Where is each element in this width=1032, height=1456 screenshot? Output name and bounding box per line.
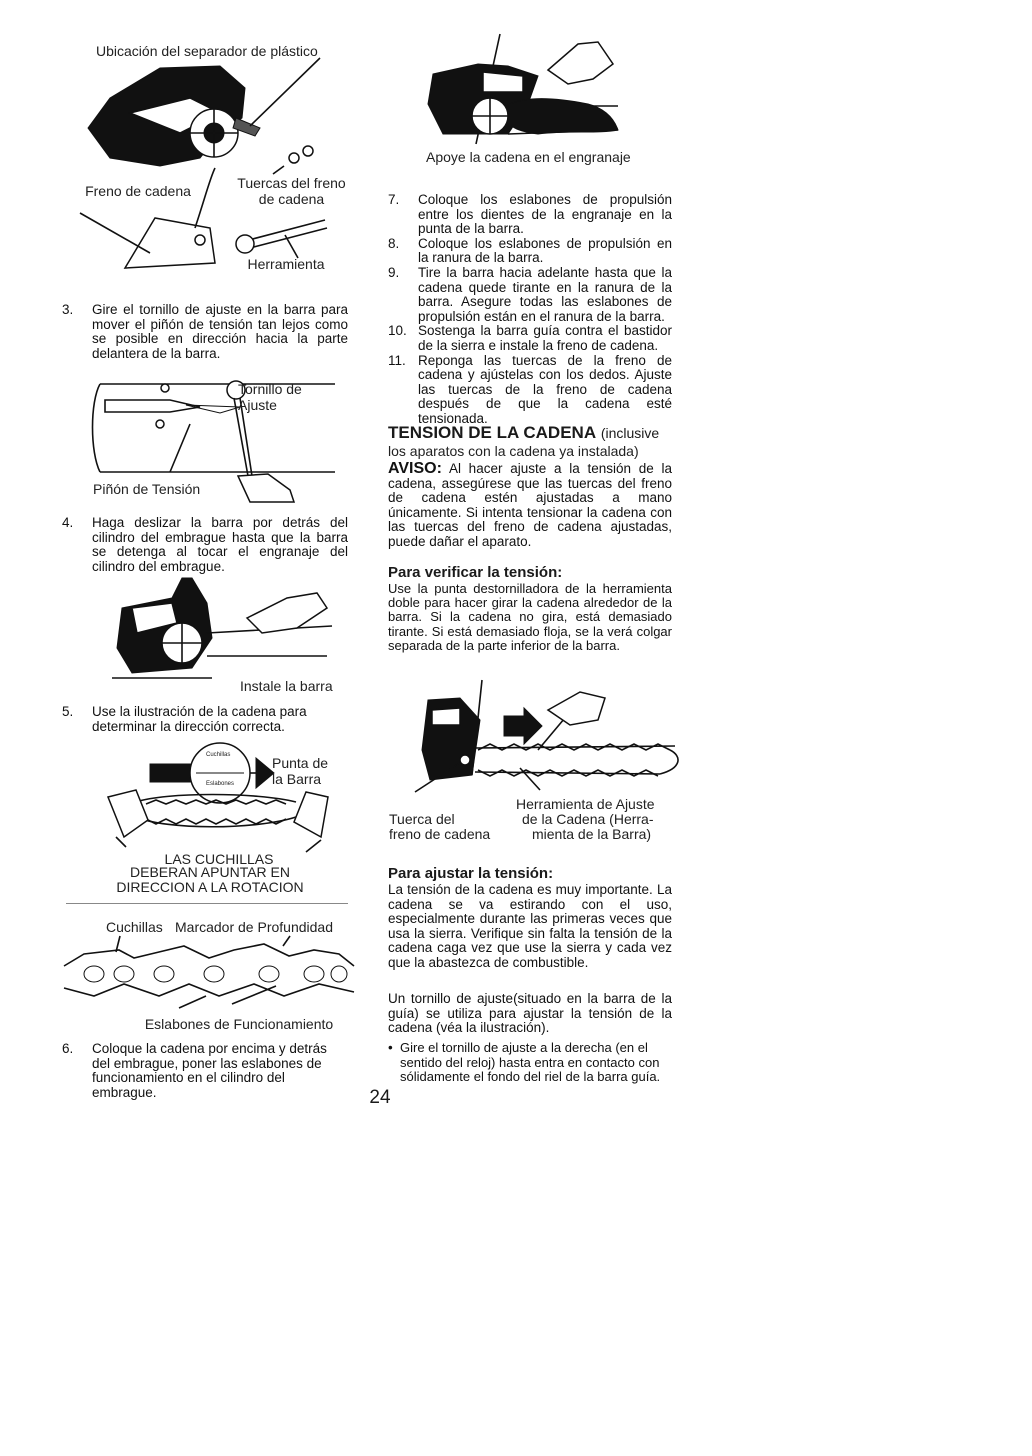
step-11 bbox=[388, 354, 672, 427]
leader-line bbox=[250, 58, 320, 126]
nuts-drawing bbox=[273, 146, 313, 174]
step-text: Reponga las tuercas de la freno de cadena y ajústelas con los dedos. Ajuste las tuercas de la freno de cadena después de que la cadena esté tensionada. bbox=[418, 352, 672, 426]
fig5-label-cuchillas: Cuchillas bbox=[106, 919, 163, 935]
fig1-caption-top: Ubicación del separador de plástico bbox=[96, 43, 318, 59]
step-number: 4. bbox=[62, 515, 74, 530]
step-text: Tire la barra hacia adelante hasta que la cadena quede tirante en la ranura de la barra. Asegure todas las eslabones de propulsión están en el ranura de la barra. bbox=[418, 264, 672, 324]
step-number: 11. bbox=[388, 352, 406, 368]
ajustar-bullet bbox=[388, 1041, 672, 1085]
ajustar-para-2: Un tornillo de ajuste(situado en la barra de la guía) se utiliza para ajustar la tensión de la cadena (véa la ilustración). bbox=[388, 991, 672, 1036]
fig7-label-herramienta-2: de la Cadena (Herra- bbox=[522, 811, 654, 827]
saw-body-drawing bbox=[88, 66, 260, 166]
step-number: 9. bbox=[388, 264, 400, 280]
step-number: 3. bbox=[62, 302, 74, 317]
step-text: Sostenga la barra guía contra el bastidor de la sierra e instale la freno de cadena. bbox=[418, 323, 672, 353]
fig7-label-herramienta-3: mienta de la Barra) bbox=[532, 826, 652, 842]
fig3-caption: Instale la barra bbox=[240, 678, 333, 694]
bullet-text: Gire el tornillo de ajuste a la derecha (en el sentido del reloj) hasta entra en contacto con sólidamente el fondo del riel de la barra guía. bbox=[400, 1040, 661, 1085]
pinion-leader bbox=[170, 424, 190, 472]
divider bbox=[66, 903, 348, 904]
step-number: 7. bbox=[388, 192, 400, 207]
step-text: Gire el tornillo de ajuste en la barra para mover el piñón de tensión tan lejos como se posible en dirección hacia la parte delantera de la barra. bbox=[92, 302, 348, 361]
step-text: Coloque la cadena por encima y detrás del embrague, poner las eslabones de funcionamiento en el cilindro del embrague. bbox=[92, 1041, 327, 1100]
fig3-install-bar-illustration bbox=[112, 578, 342, 683]
page-number: 24 bbox=[369, 1087, 391, 1108]
fig7-label-herramienta-1: Herramienta de Ajuste bbox=[516, 796, 655, 812]
step-6 bbox=[62, 1042, 348, 1100]
step-number: 5. bbox=[62, 704, 74, 719]
tension-heading-line bbox=[388, 424, 674, 442]
fig7-tension-adjust-illustration bbox=[420, 680, 680, 795]
step-9 bbox=[388, 266, 672, 324]
fig1-label-herramienta: Herramienta bbox=[247, 256, 325, 272]
step-8 bbox=[388, 237, 672, 266]
aviso-text: Al hacer ajuste a la tensión de la cadena, assegúrese que las tuercas del freno de cadena estén ajustadas a mano únicamente. Si intenta tensionar la cadena con las tuercas del freno de cadena ajustadas, puede dañar el aparato. bbox=[388, 461, 672, 549]
verificar-heading: Para verificar la tensión: bbox=[388, 564, 563, 581]
step-number: 8. bbox=[388, 235, 400, 251]
bullet-mark: • bbox=[388, 1040, 393, 1055]
steps-7-11 bbox=[388, 193, 672, 427]
fig5-label-eslabones: Eslabones de Funcionamiento bbox=[144, 1016, 334, 1032]
step-10 bbox=[388, 324, 672, 353]
ajustar-para-1: La tensión de la cadena es muy importante. La cadena se va estirando con el uso, especialmente durante las primeras veces que usa la sierra. Verifique sin falta la tensión de la cadena caga vez que use la sierra y cada vez que la abastezca de combustible. bbox=[388, 882, 672, 970]
aviso-label: AVISO: bbox=[388, 460, 442, 477]
fig6-chain-sprocket-illustration bbox=[428, 34, 628, 144]
fig5-label-marcador: Marcador de Profundidad bbox=[175, 919, 333, 935]
tension-heading: TENSION DE LA CADENA bbox=[388, 423, 597, 442]
fig2-label-pinon: Piñón de Tensión bbox=[93, 481, 201, 497]
fig2-label-tornillo: Tornillo de Ajuste bbox=[238, 381, 302, 413]
fig4-label-direccion: DIRECCION A LA ROTACION bbox=[116, 879, 304, 895]
step-7 bbox=[388, 193, 672, 237]
step-text: Use la ilustración de la cadena para determinar la dirección correcta. bbox=[92, 704, 307, 734]
step-text: Haga deslizar la barra por detrás del cilindro del embrague hasta que la barra se detenga al tocar el engranaje del cilindro del embrague. bbox=[92, 515, 348, 574]
ajustar-heading: Para ajustar la tensión: bbox=[388, 865, 554, 882]
step-text: Coloque los eslabones de propulsión en la ranura de la barra. bbox=[418, 235, 672, 266]
step-number: 6. bbox=[62, 1041, 74, 1056]
fig4-label-cuchillas: LAS CUCHILLAS bbox=[164, 851, 274, 867]
fig7-label-tuerca-2: freno de cadena bbox=[389, 826, 491, 842]
step-5 bbox=[62, 705, 348, 734]
fig4-inset-bottom: Eslabones bbox=[206, 781, 235, 787]
verificar-text: Use la punta destornilladora de la herramienta doble para hacer girar la cadena alrededor de la barra. Si la cadena no gira, está demasiado tirante. Si está demasiado floja, se la verá colgar separada de la parte inferior de la barra. bbox=[388, 581, 672, 653]
fig4-label-punta: Punta de la Barra bbox=[272, 755, 329, 787]
fig6-caption: Apoye la cadena en el engranaje bbox=[426, 149, 631, 165]
tension-heading-note: (inclusive bbox=[600, 425, 660, 441]
fig7-label-tuerca-1: Tuerca del bbox=[389, 811, 455, 827]
fig1-label-tuercas: Tuercas del freno de cadena bbox=[237, 175, 346, 207]
step-4 bbox=[62, 516, 348, 574]
fig1-chainsaw-brake-illustration bbox=[70, 58, 350, 278]
fig5-chain-links-illustration bbox=[64, 936, 354, 1006]
aviso-paragraph bbox=[388, 462, 672, 550]
tool-drawing bbox=[236, 220, 327, 258]
fig4-inset-top: Cuchillas bbox=[206, 752, 231, 758]
fig1-label-freno: Freno de cadena bbox=[85, 183, 191, 199]
step-text: Coloque los eslabones de propulsión entre los dientes de la engranaje en la punta de la barra. bbox=[418, 192, 672, 237]
tension-subline: los aparatos con la cadena ya instalada) bbox=[388, 443, 639, 459]
step-3 bbox=[62, 303, 348, 361]
step-number: 10. bbox=[388, 323, 407, 339]
fig4-label-deberan: DEBERAN APUNTAR EN bbox=[130, 864, 290, 880]
